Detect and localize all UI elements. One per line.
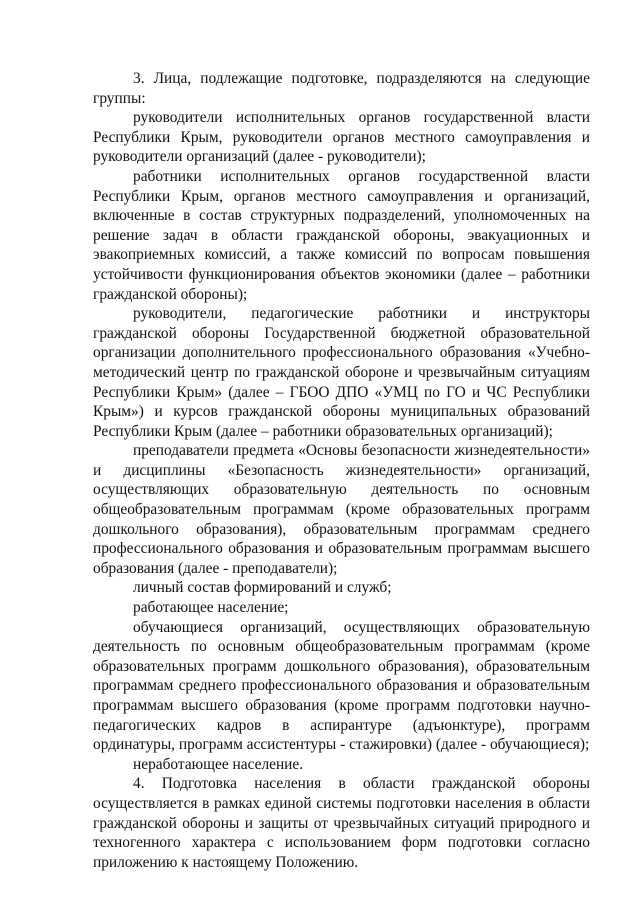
paragraph-3-groups-intro: 3. Лица, подлежащие подготовке, подразделяются на следующие группы: bbox=[93, 70, 590, 107]
paragraph-group-working-population: работающее население; bbox=[133, 599, 289, 617]
document-body bbox=[93, 69, 590, 872]
paragraph-group-civil-defense-workers: работники исполнительных органов государственной власти Республики Крым, органов местного самоуправления и организаций, включенные в состав структурных подразделений, уполномоченных на решение задач в области гражданской обороны, эвакуационных и эвакоприемных комиссий, а также комиссий по вопросам повышения устойчивости функционирования объектов экономики (далее – работники гражданской обороны); bbox=[93, 167, 590, 303]
paragraph-group-non-working-population: неработающее население. bbox=[133, 755, 304, 773]
paragraph-group-educational-staff: руководители, педагогические работники и инструкторы гражданской обороны Государственной бюджетной образовательной организации дополнительного профессионального образования «Учебно-методический центр по гражданской обороне и чрезвычайным ситуациям Республики Крым» (далее – ГБОО ДПО «УМЦ по ГО и ЧС Республики Крым») и курсов гражданской обороны муниципальных образований Республики Крым (далее – работники образовательных организаций); bbox=[93, 305, 590, 440]
paragraph-group-leaders: руководители исполнительных органов государственной власти Республики Крым, руководители органов местного самоуправления и руководители организаций (далее - руководители); bbox=[93, 109, 590, 166]
paragraph-group-formations-personnel: личный состав формирований и служб; bbox=[133, 579, 392, 597]
paragraph-4-training-system: 4. Подготовка населения в области гражданской обороны осуществляется в рамках единой системы подготовки населения в области гражданской обороны и защиты от чрезвычайных ситуаций природного и техногенного характера с использованием форм подготовки согласно приложению к настоящему Положению. bbox=[93, 775, 590, 871]
paragraph-group-teachers: преподаватели предмета «Основы безопасности жизнедеятельности» и дисциплины «Безопасность жизнедеятельности» организаций, осуществляющих образовательную деятельность по основным общеобразовательным программам (кроме образовательных программ дошкольного образования), образовательным программам среднего профессионального образования и образовательным программам высшего образования (далее - преподаватели); bbox=[93, 442, 590, 577]
paragraph-group-students: обучающиеся организаций, осуществляющих образовательную деятельность по основным общеобразовательным программам (кроме образовательных программ дошкольного образования), образовательным программам среднего профессионального образования и образовательным программам высшего образования (кроме программ подготовки научно-педагогических кадров в аспирантуре (адъюнктуре), программ ординатуры, программ ассистентуры - стажировки) (далее - обучающиеся); bbox=[93, 618, 590, 754]
